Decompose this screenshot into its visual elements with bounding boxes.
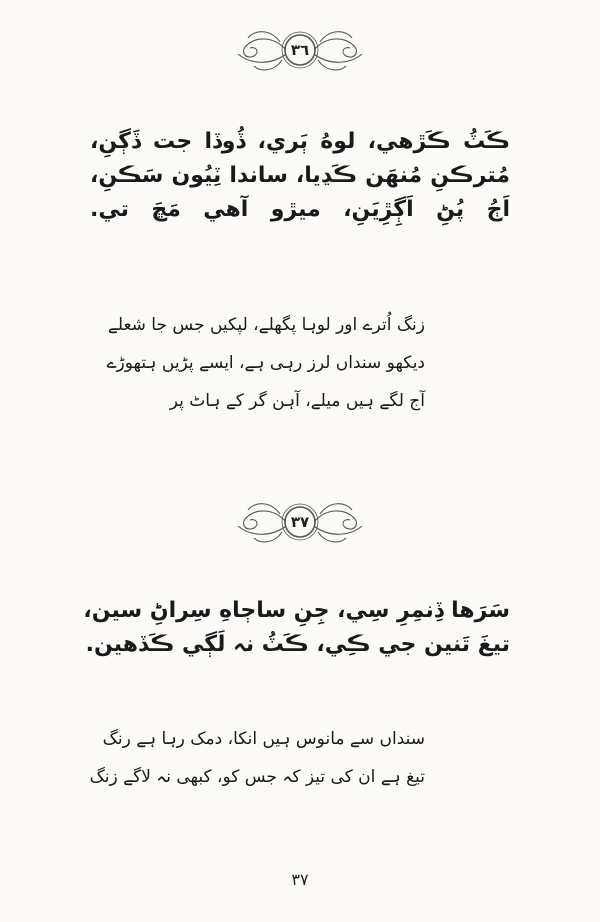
page-number: ۳۷ [291,870,309,889]
urdu-line: دیکھو سنداں لرز رہی ہے، ایسے پڑیں ہتھوڑے [106,353,425,373]
sindhi-verse-2 [83,594,510,662]
stanza-ornament-2 [230,494,370,550]
stanza-ornament-1 [230,22,370,78]
stanza-number: ۳۷ [290,513,310,531]
urdu-translation-1 [106,306,425,420]
sindhi-line: مُترڪنِ مُنهَن ڪَڍيا، ساندا ٽِيُون سَڪنِ، [90,163,510,188]
sindhi-line: ڪَٽُ ڪَڙهي، لوهُ ٻَري، ڏُوڏا جت ڏَڳنِ، [90,129,510,154]
sindhi-verse-1 [90,125,510,227]
urdu-line: آج لگے ہیں میلے، آہن گر کے ہاٹ پر [169,391,425,411]
urdu-line: تیغ ہے ان کی تیز کہ جس کو، کبھی نہ لاگے زنگ [89,767,425,787]
sindhi-line: اَڄُ پُڻِ اَڳِڙِيَنِ، ميڙو آهي مَڇَ تي. [90,197,510,222]
sindhi-line: سَرَها ڏِنمِرِ سِي، جِنِ ساڄاهِ سِراڻِ سين، [83,598,510,623]
urdu-line: زنگ اُترے اور لوہا پگھلے، لپکیں جس جا شعلے [107,315,425,335]
urdu-translation-2 [89,720,425,796]
urdu-line: سنداں سے مانوس ہیں انکا، دمک رہا ہے رنگ [102,729,425,749]
sindhi-line: تيغَ تَنين جي ڪِي، ڪَٽُ نہ لَڳي ڪَڏهين. [85,632,510,657]
stanza-number: ۳٦ [290,41,310,59]
